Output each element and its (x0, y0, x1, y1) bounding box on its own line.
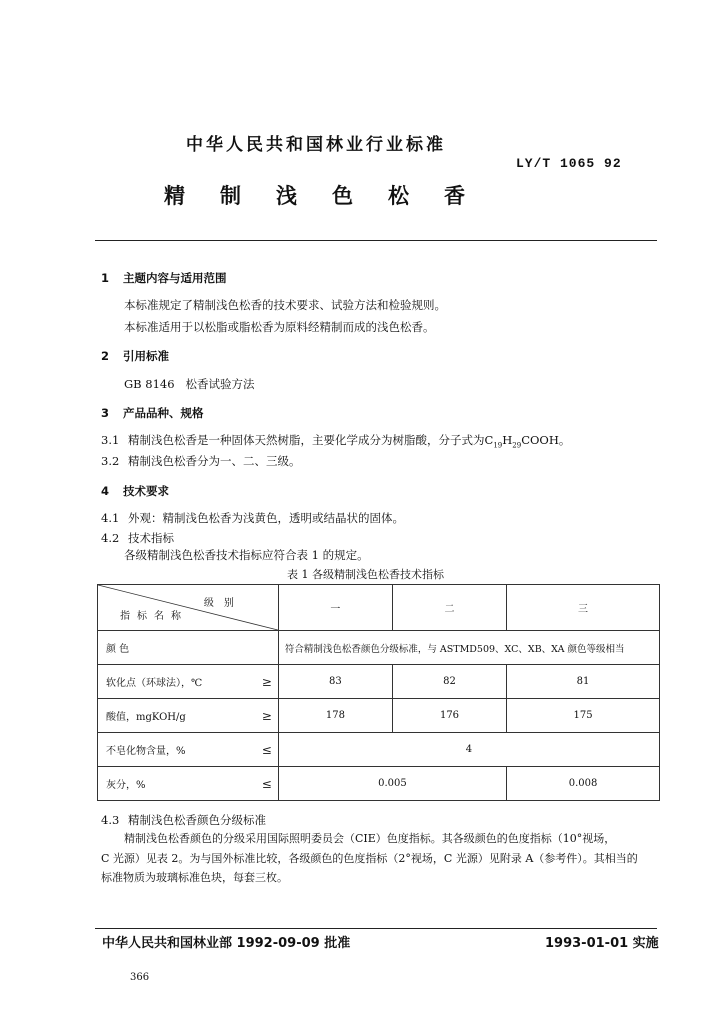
row-comparator (246, 631, 279, 665)
section-title: 主题内容与适用范围 (123, 271, 227, 285)
clause-4-3-paragraph-line-3: 标准物质为玻璃标准色块，每套三枚。 (101, 871, 288, 884)
softening-point-grade-3: 81 (507, 665, 660, 699)
reference-code: GB 8146 (124, 377, 175, 391)
clause-4-3-paragraph-line-1: 精制浅色松香颜色的分级采用国际照明委员会（CIE）色度指标。其各级颜色的色度指标（10°视场， (124, 832, 616, 845)
clause-3-2 (101, 453, 301, 469)
clause-text: 精制浅色松香分为一、二、三级。 (128, 454, 301, 468)
grade-2-header: 二 (392, 585, 506, 631)
softening-point-grade-1: 83 (278, 665, 392, 699)
approval-date: 中华人民共和国林业部 1992-09-09 批准 (102, 936, 351, 951)
technical-index-table (97, 584, 660, 801)
row-label-unsaponifiable: 不皂化物含量，% (98, 733, 246, 767)
table-row (98, 733, 660, 767)
row-label-color: 颜 色 (98, 631, 246, 665)
row-label-acid-value: 酸值，mgKOH/g (98, 699, 246, 733)
section-title: 技术要求 (123, 484, 169, 498)
section-4-heading (101, 483, 169, 499)
table-row (98, 631, 660, 665)
header-divider (95, 240, 657, 241)
row-comparator: ≤ (246, 767, 279, 801)
clause-number: 4.3 (101, 813, 120, 827)
acid-value-grade-1: 178 (278, 699, 392, 733)
grade-1-header: 一 (278, 585, 392, 631)
section-number: 4 (101, 484, 110, 498)
reference-standard (124, 376, 255, 392)
standard-organization: 中华人民共和国林业行业标准 (186, 135, 446, 155)
ash-value-grade-1-2: 0.005 (278, 767, 506, 801)
table-row (98, 665, 660, 699)
section-title: 产品品种、规格 (123, 406, 204, 420)
clause-4-3 (101, 812, 266, 828)
table-header-row (98, 585, 660, 631)
section-1-paragraph-2: 本标准适用于以松脂或脂松香为原料经精制而成的浅色松香。 (124, 320, 435, 334)
table-caption: 表 1 各级精制浅色松香技术指标 (287, 568, 444, 581)
section-1-heading (101, 270, 227, 286)
clause-text: 精制浅色松香颜色分级标准 (128, 813, 266, 827)
formula: $C_{19}H_{29}COOH$ (484, 433, 559, 450)
clause-3-1: 3.1 精制浅色松香是一种固体天然树脂，主要化学成分为树脂酸，分子式为$C_{19}H_{29}COOH$。 (101, 433, 571, 450)
standard-code: LY/T 1065 92 (516, 156, 622, 171)
header-grade-label: 级别 (203, 598, 244, 609)
header-index-label: 指标名称 (120, 611, 188, 622)
page-number: 366 (130, 972, 150, 983)
section-1-paragraph-1: 本标准规定了精制浅色松香的技术要求、试验方法和检验规则。 (124, 298, 446, 312)
section-number: 1 (101, 271, 110, 285)
section-3-heading (101, 405, 204, 421)
section-number: 3 (101, 406, 110, 420)
row-comparator: ≤ (246, 733, 279, 767)
effective-date: 1993-01-01 实施 (545, 936, 659, 951)
clause-text: 技术指标 (128, 531, 174, 545)
section-title: 引用标准 (123, 349, 169, 363)
color-value: 符合精制浅色松香颜色分级标准，与 ASTMD509、XC、XB、XA 颜色等级相当 (278, 631, 659, 665)
row-comparator: ≥ (246, 699, 279, 733)
table-header-cell (98, 585, 279, 631)
table-row (98, 767, 660, 801)
clause-text: 精制浅色松香是一种固体天然树脂，主要化学成分为树脂酸，分子式为 (128, 433, 485, 447)
clause-number: 3.1 (101, 433, 120, 447)
grade-3-header: 三 (507, 585, 660, 631)
clause-number: 4.2 (101, 531, 120, 545)
unsaponifiable-value: 4 (278, 733, 659, 767)
row-label-softening-point: 软化点（环球法），℃ (98, 665, 246, 699)
ash-value-grade-3: 0.008 (507, 767, 660, 801)
softening-point-grade-2: 82 (392, 665, 506, 699)
row-comparator: ≥ (246, 665, 279, 699)
clause-4-1 (101, 510, 404, 526)
clause-text: 外观：精制浅色松香为浅黄色，透明或结晶状的固体。 (128, 511, 404, 525)
acid-value-grade-2: 176 (392, 699, 506, 733)
clause-number: 3.2 (101, 454, 120, 468)
clause-4-2 (101, 530, 174, 546)
clause-4-3-paragraph-line-2: C 光源）见表 2。为与国外标准比较，各级颜色的色度指标（2°视场，C 光源）见附录 A（参考件）。其相当的 (101, 852, 638, 865)
row-label-ash: 灰分，% (98, 767, 246, 801)
reference-name: 松香试验方法 (185, 377, 255, 391)
section-number: 2 (101, 349, 110, 363)
section-2-heading (101, 348, 169, 364)
acid-value-grade-3: 175 (507, 699, 660, 733)
clause-4-2-paragraph: 各级精制浅色松香技术指标应符合表 1 的规定。 (124, 548, 369, 562)
footer-divider (95, 928, 657, 929)
table-row (98, 699, 660, 733)
clause-number: 4.1 (101, 511, 120, 525)
document-title: 精制浅色松香 (164, 184, 500, 208)
